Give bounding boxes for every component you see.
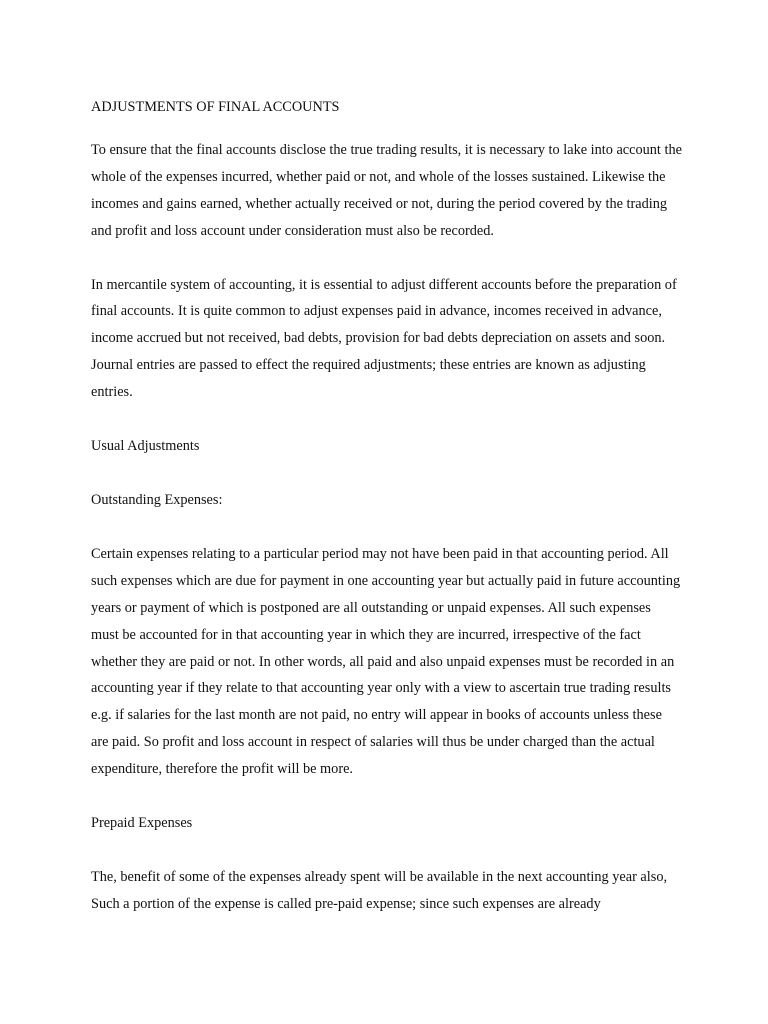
- prepaid-expenses-paragraph: The, benefit of some of the expenses already spent will be available in the next accounting year also, Such a portion of the expense is called pre-paid expense; since such expenses are already: [91, 868, 668, 912]
- outstanding-expenses-paragraph: Certain expenses relating to a particular period may not have been paid in that accounting period. All such expenses which are due for payment in one accounting year but actually paid in future accounting years or payment of which is postponed are all outstanding or unpaid expenses. All such expenses must be accounted for in that accounting year in which they are incurred, irrespective of the fact whether they are paid or not. In other words, all paid and also unpaid expenses must be recorded in an accounting year if they relate to that accounting year only with a view to ascertain true trading results e.g. if salaries for the last month are not paid, no entry will appear in books of accounts unless these are paid. So profit and loss account in respect of salaries will thus be under charged than the actual expenditure, therefore the profit will be more.: [91, 545, 681, 778]
- mercantile-paragraph: In mercantile system of accounting, it is essential to adjust different accounts before the preparation of final accounts. It is quite common to adjust expenses paid in advance, incomes received in advance, income accrued but not received, bad debts, provision for bad debts depreciation on assets and soon. Journal entries are passed to effect the required adjustments; these entries are known as adjusting entries.: [91, 276, 677, 401]
- prepaid-expenses-heading: Prepaid Expenses: [91, 815, 193, 832]
- intro-paragraph: To ensure that the final accounts disclose the true trading results, it is necessary to lake into account the whole of the expenses incurred, whether paid or not, and whole of the losses sustained. Likewise the incomes and gains earned, whether actually received or not, during the period covered by the trading and profit and loss account under consideration must also be recorded.: [91, 141, 682, 239]
- document-title: ADJUSTMENTS OF FINAL ACCOUNTS: [91, 99, 340, 115]
- outstanding-expenses-heading: Outstanding Expenses:: [91, 491, 223, 508]
- usual-adjustments-heading: Usual Adjustments: [91, 438, 200, 455]
